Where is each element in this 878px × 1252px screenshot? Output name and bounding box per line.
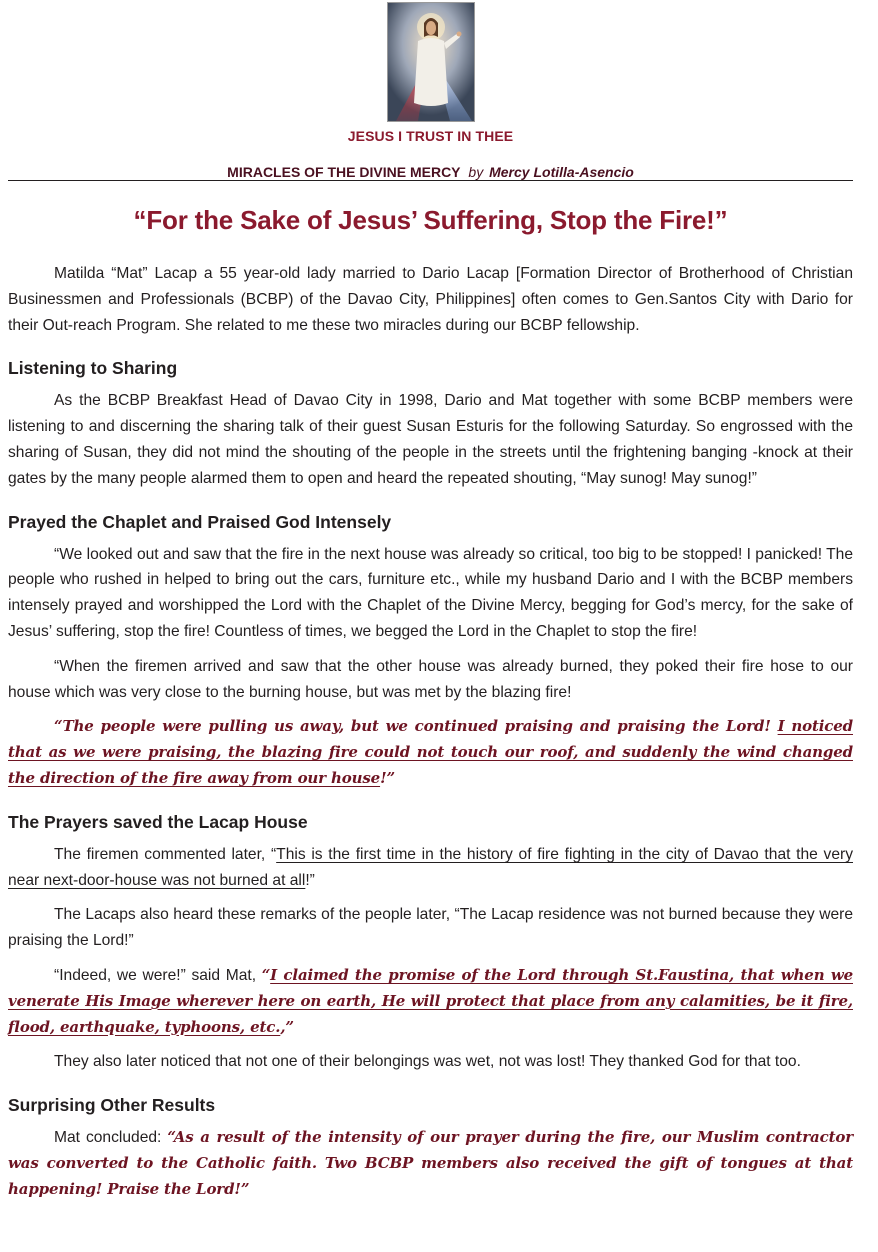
paragraph: The Lacaps also heard these remarks of the people later, “The Lacap residence was not burned because they were praising the Lord!” <box>8 906 853 950</box>
quote-paragraph <box>8 963 853 1040</box>
article-page <box>8 0 853 1203</box>
underlined-text: This is the first time in the history of fire fighting in the city of Davao that the very near next-door-house was not burned at all <box>8 845 853 889</box>
article-header <box>8 2 853 181</box>
series-title: MIRACLES OF THE DIVINE MERCY <box>227 164 461 180</box>
paragraph: “We looked out and saw that the fire in the next house was already so critical, too big to be stopped! I panicked! The people who rushed in helped to bring out the cars, furniture etc., while my husband Dario and I with the BCBP members intensely prayed and worshipped the Lord with the Chaplet of the Divine Mercy, begging for God’s mercy, for the sake of Jesus’ suffering, stop the fire! Countless of times, we begged the Lord in the Chaplet to stop the fire! <box>8 545 853 640</box>
divine-mercy-image-icon <box>387 2 475 122</box>
section-heading-prayed: Prayed the Chaplet and Praised God Intensely <box>8 511 392 532</box>
quote-paragraph <box>8 1125 853 1202</box>
quote-paragraph <box>8 714 853 791</box>
text: The firemen commented later, “ <box>54 845 277 863</box>
quote-underlined: I claimed the promise of the Lord through St.Faustina, that when we venerate His Image wherever here on earth, He will protect that place from any calamities, be it fire, flood, earthquake, typhoons, etc. <box>8 965 853 1036</box>
byline-by: by <box>468 164 484 180</box>
text: Mat concluded: <box>54 1129 168 1147</box>
quote-underlined: I noticed that as we were praising, the blazing fire could not touch our roof, and suddenly the wind changed the direction of the fire away from our house <box>8 717 853 787</box>
section-heading-listening: Listening to Sharing <box>8 358 178 379</box>
article-title: “For the Sake of Jesus’ Suffering, Stop the Fire!” <box>133 205 728 235</box>
quote-text: “The people were pulling us away, but we continued praising and praising the Lord! <box>54 717 778 736</box>
paragraph: As the BCBP Breakfast Head of Davao City in 1998, Dario and Mat together with some BCBP members were listening to and discerning the sharing talk of their guest Susan Esturis for the following Saturday. So engrossed with the sharing of Susan, they did not mind the shouting of the people in the streets until the frightening banging -knock at their gates by the many people alarmed them to open and heard the repeated shouting, “May sunog! May sunog!” <box>8 392 853 487</box>
paragraph: They also later noticed that not one of their belongings was wet, not was lost! They thanked God for that too. <box>54 1053 801 1071</box>
author-name: Mercy Lotilla-Asencio <box>489 164 634 180</box>
section-heading-surprising: Surprising Other Results <box>8 1095 216 1116</box>
series-byline <box>8 164 853 181</box>
text: !” <box>305 871 315 889</box>
quote-text: “As a result of the intensity of our prayer during the fire, our Muslim contractor was converted to the Catholic faith. Two BCBP members also received the gift of tongues at that happening! Praise the Lord!” <box>8 1128 854 1198</box>
intro-paragraph: Matilda “Mat” Lacap a 55 year-old lady married to Dario Lacap [Formation Director of Brotherhood of Christian Businessmen and Professionals (BCBP) of the Davao City, Philippines] often comes to Gen.Santos City with Dario for their Out-reach Program. She related to me these two miracles during our BCBP fellowship. <box>8 265 853 334</box>
text: “Indeed, we were!” said Mat, <box>54 966 262 984</box>
section-heading-prayers-saved: The Prayers saved the Lacap House <box>8 811 308 832</box>
paragraph <box>8 842 853 894</box>
paragraph: “When the firemen arrived and saw that the other house was already burned, they poked their fire hose to our house which was very close to the burning house, but was met by the blazing fire! <box>8 657 853 701</box>
quote-open: “ <box>261 965 271 984</box>
quote-close: ,” <box>280 1017 294 1036</box>
quote-close: !” <box>380 768 395 787</box>
image-caption: JESUS I TRUST IN THEE <box>347 128 514 144</box>
